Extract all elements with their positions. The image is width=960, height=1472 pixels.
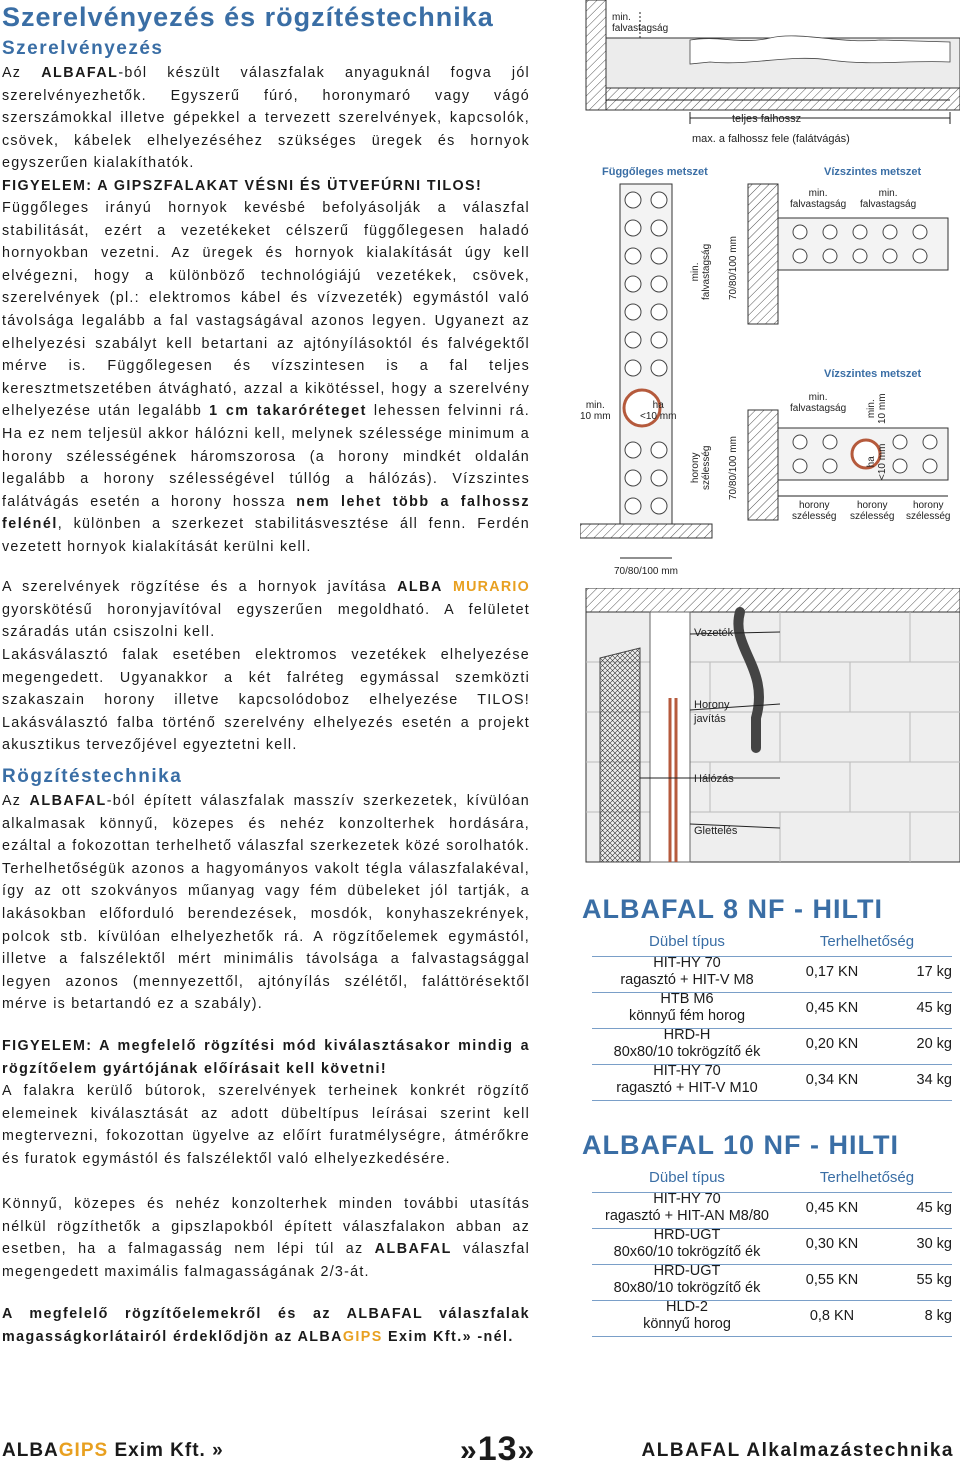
type-line1: HIT-HY 70 [653, 1191, 721, 1207]
table-row [592, 1026, 952, 1062]
table1-col-terhelhetoseg: Terhelhetőség [819, 932, 915, 950]
mesh-net [600, 648, 640, 862]
table1-col-dubel: Dübel típus [649, 932, 725, 950]
label-min-falvastagsag-c: min. falvastagság [790, 392, 847, 414]
label-min-10mm-vertical: min. 10 mm [866, 393, 888, 424]
ceiling-hatch [586, 588, 960, 612]
cell-kn: 0,17 KN [805, 964, 859, 980]
chevron-icon: » [462, 1328, 472, 1345]
label-horony-javitas: Horony javítás [694, 699, 730, 725]
type-line1: HRD-UGT [653, 1263, 721, 1279]
table1-title: ALBAFAL 8 NF - HILTI [582, 894, 883, 924]
cell-kn: 0,30 KN [805, 1236, 859, 1252]
paragraph-intro [2, 62, 530, 175]
type-line1: HRD-UGT [653, 1227, 721, 1243]
label-min-10mm: min. 10 mm [580, 400, 611, 422]
cell-kn: 0,45 KN [805, 1200, 859, 1216]
type-line2: ragasztó + HIT-V M10 [616, 1080, 758, 1096]
bold-text: nem lehet több a falhossz felénél [2, 493, 530, 533]
label-horony-szelesseg-3: horony szélesség [906, 500, 951, 522]
page-number [460, 1430, 535, 1469]
text-span: Könnyű, közepes és nehéz konzolterhek minden további utasítás nélkül rögzíthetők a gipszlapokból épített válaszfalakon abban az esetben, ha a falmagasság nem lépi túl az [2, 1196, 530, 1258]
table-divider [592, 1336, 952, 1337]
table2-col-terhelhetoseg: Terhelhetőség [819, 1168, 915, 1186]
cell-kn: 0,34 KN [805, 1072, 859, 1088]
label-vezetek: Vezeték [694, 627, 734, 639]
hatched-wall-bottom [606, 88, 960, 110]
label-halozas: Hálózás [694, 773, 734, 785]
table-divider [592, 1192, 952, 1193]
cell-kg: 17 kg [916, 964, 952, 980]
type-line1: HIT-HY 70 [653, 1063, 721, 1079]
cell-type [592, 955, 782, 989]
wall-face [586, 612, 960, 862]
table-row [592, 954, 952, 990]
chevron-icon: » [517, 1434, 536, 1467]
cell-type [592, 1227, 782, 1261]
text-span: A megfelelő rögzítőelemekről és az ALBAFAL válaszfalak magasságkorlátairól érdeklődjön az [2, 1306, 530, 1345]
cell-kg: 20 kg [916, 1036, 952, 1052]
label-ha-10mm: ha <10 mm [640, 400, 677, 422]
table-divider [592, 1028, 952, 1029]
section-title-rogzitestechnika: Rögzítéstechnika [2, 766, 183, 787]
label-min-falvastagsag-a: min. falvastagság [790, 188, 847, 210]
text-span: Függőleges irányú hornyok kevésbé befolyásolják a válaszfal stabilitását, ezért a vezetékeket célszerű függőlegesen haladó hornyokban vezetni. Az üregek és hornyok kialakítását úgy kell elvégezni, hogy a különböző technológiájú vezetékek, csövek, szerelvények (pl.: elektromos kábel és vízvezeték) egymástól való távolsága legalább a fal vastagságával azonos legyen. Ugyanezt az elhelyezési szabályt kell betartani az ajtónyílásoktól és falvégektől mérve is. Függőlegesen és vízszintesen is a fal teljes keresztmetszetében átvágható, azzal a kikötéssel, hogy a szerelvény elhelyezése után legalább [2, 200, 530, 420]
cell-type [592, 1299, 782, 1333]
table2-header [592, 1164, 952, 1190]
table-divider [592, 1300, 952, 1301]
text-span: -ból készült válaszfalak anyaguknál fogva jól szerelvényezhetők. Egyszerű fúró, horonymaró vagy vágó szerszámokkal illetve gépekkel a tervezett szerelvények, kapcsolók, csövek, kábelek elhelyezéséhez szükséges üregek és hornyok egyszerűen kialakíthatók. [2, 65, 530, 172]
type-line2: 80x80/10 tokrögzítő ék [613, 1280, 761, 1296]
footer-section-name: ALBAFAL Alkalmazástechnika [641, 1440, 954, 1461]
page-footer [0, 1422, 960, 1472]
label-horony-szelesseg-vertical: horony szélesség [690, 445, 712, 490]
repair-diagram [580, 588, 960, 868]
type-line1: HLD-2 [666, 1299, 708, 1315]
text-span: , különben a szerkezet stabilitásvesztése áll fenn. Ferdén vezetett hornyok kialakítását kerülni kell. [2, 516, 530, 555]
label-horony-szelesseg-1: horony szélesség [792, 500, 837, 522]
paragraph-konzolterhek [2, 1193, 530, 1283]
text-span: -ból épített válaszfalak masszív szerkezetek, kívülóan alkalmasak könnyű, közepes és nehéz konzolterhek hordására, ezáltal a fokozottan terhelhető válaszfal szerkezetek közé sorolhatók. Terhelhetőségük azonos a hagyományos vakolt tégla válaszfalakéval, így az ott szokványos műanyag vagy fém dübeleket jól tartják, a lakásokban előforduló berendezések, mosdók, konyhaszekrények, polcok stb. kívülóan elhelyezhetők rá. A rögzítőelemek egymástól, illetve a falszélektől mért minimális távolsága a falvastagsággal legyen azonos (mennyezettől, ajtónyílás szélétől, faláttörésektől mérve is betartandó ez a szabály). [2, 793, 530, 1013]
label-horony-szelesseg-2: horony szélesség [850, 500, 895, 522]
paragraph-lakasvalaszto: Lakásválasztó falak esetében elektromos vezetékek elhelyezése megengedett. Ugyanakkor a két falréteg egymással szemközti szakaszain horony illetve kapcsolódoboz elhelyezése TILOS! Lakásválasztó falba történő szerelvény elhelyezés esetén a projekt akusztikus tervezőjével egyeztetni kell. [2, 647, 530, 754]
table-row [592, 1190, 952, 1226]
table-divider [592, 1228, 952, 1229]
label-glettelés: Glettelés [694, 825, 738, 837]
cell-kn: 0,55 KN [805, 1272, 859, 1288]
text-span: Exim Kft. [382, 1328, 463, 1345]
page-number-value: 13 [477, 1430, 518, 1468]
brand-name: ALBAFAL [41, 65, 119, 81]
type-line2: könnyű horog [643, 1316, 731, 1332]
text-span: -nél. [471, 1328, 514, 1345]
type-line2: ragasztó + HIT-V M8 [620, 972, 754, 988]
hatched-corner [748, 410, 778, 520]
cell-type [592, 1027, 782, 1061]
cell-type [592, 1263, 782, 1297]
cell-type [592, 1191, 782, 1225]
label-min-falvastagsag: min. falvastagság [612, 12, 669, 34]
section-title-szerelvenyezes: Szerelvényezés [2, 38, 164, 59]
table-divider [592, 992, 952, 993]
type-line2: könnyű fém horog [628, 1008, 746, 1024]
table1-header [592, 928, 952, 954]
label-min-falvastagsag-b: min. falvastagság [860, 188, 917, 210]
text-span: Az [2, 793, 30, 809]
brand-alba: ALBA [397, 579, 443, 595]
table-divider [592, 1064, 952, 1065]
label-ha-10mm-vertical: ha <10 mm [866, 443, 888, 480]
text-span: válaszfal megengedett maximális falmagasságának 2/3-át. [2, 1241, 530, 1280]
cell-kn: 0,45 KN [805, 1000, 859, 1016]
label-70-80-100-vertical-1: 70/80/100 mm [728, 236, 739, 300]
warning-vesni: FIGYELEM: A GIPSZFALAKAT VÉSNI ÉS ÜTVEFÚRNI TILOS! [2, 178, 483, 194]
cell-kg: 34 kg [916, 1072, 952, 1088]
text-span: Az [2, 65, 42, 81]
paragraph-butorok: A falakra kerülő bútorok, szerelvények terheinek konkrét rögzítő elemeinek kiválasztását az adott dübeltípus leírásai szerint kell megtervezni, fokozottan ügyelve az előírt furatmélységre, átmérőkre és furatok egymástól és falszélektől való elhelyezkedésére. [2, 1083, 530, 1167]
type-line2: 80x80/10 tokrögzítő ék [613, 1044, 761, 1060]
table-row [592, 990, 952, 1026]
table2-col-dubel: Dübel típus [649, 1168, 725, 1186]
type-line1: HTB M6 [660, 991, 714, 1007]
cell-type [592, 991, 782, 1025]
footer-company [2, 1440, 224, 1462]
cell-kn: 0,8 KN [809, 1308, 855, 1324]
table-row [592, 1062, 952, 1098]
chevron-icon: » [212, 1440, 224, 1461]
section-diagram [580, 178, 960, 598]
cell-kn: 0,20 KN [805, 1036, 859, 1052]
type-line2: 80x60/10 tokrögzítő ék [613, 1244, 761, 1260]
text-span: gyorskötésű horonyjavítóval egyszerűen megoldható. A felületet száradás után csiszolni kell. [2, 601, 530, 641]
heading-vizszintes-metszet-2: Vízszintes metszet [824, 368, 922, 380]
brand-gips: GIPS [342, 1328, 383, 1345]
cell-kg: 45 kg [916, 1200, 952, 1216]
floor-hatch [580, 524, 712, 538]
brand-gips: GIPS [58, 1440, 109, 1461]
heading-vizszintes-metszet-1: Vízszintes metszet [824, 166, 922, 178]
type-line1: HIT-HY 70 [653, 955, 721, 971]
table-divider [592, 1264, 952, 1265]
paragraph-rogzites-intro [2, 790, 530, 1016]
cell-kg: 30 kg [916, 1236, 952, 1252]
label-teljes-falhossz: teljes falhossz [732, 113, 802, 125]
table2-title: ALBAFAL 10 NF - HILTI [582, 1130, 899, 1160]
table1 [592, 928, 952, 1098]
table-row [592, 1298, 952, 1334]
brand-murario: MURARIO [442, 579, 530, 595]
table-row [592, 1262, 952, 1298]
table-divider [592, 956, 952, 957]
bold-text: 1 cm takaróréteget [209, 403, 367, 420]
cell-type [592, 1063, 782, 1097]
brand-alba: ALBA [2, 1440, 59, 1461]
paragraph-hornyok [2, 197, 530, 559]
table2 [592, 1164, 952, 1334]
warning-gyarto: FIGYELEM: A megfelelő rögzítési mód kiválasztásakor mindig a rögzítőelem gyártójának előírásait kell követni! [2, 1038, 530, 1077]
brand-name: ALBAFAL [374, 1241, 452, 1258]
diagram-column [580, 0, 960, 880]
company-suffix: Exim Kft. [108, 1440, 206, 1461]
type-line2: ragasztó + HIT-AN M8/80 [605, 1208, 769, 1224]
paragraph-murario [2, 576, 530, 644]
text-span: lehessen felvinni rá. Ha ez nem teljesül akkor hálózni kell, melynek szélessége minimum a horony szélességének háromszorosa (a horony mindkét oldalán legalább a horony szélességével túllóg a hálózás). Vízszintes falátvágás esetén a horony hossza [2, 403, 530, 510]
cell-kg: 55 kg [916, 1272, 952, 1288]
cell-kg: 8 kg [924, 1308, 952, 1324]
text-span: A szerelvények rögzítése és a hornyok javítása [2, 579, 398, 595]
label-70-80-100-vertical-2: 70/80/100 mm [728, 436, 739, 500]
cell-kg: 45 kg [916, 1000, 952, 1016]
chevron-icon: » [460, 1434, 478, 1467]
page-title: Szerelvényezés és rögzítéstechnika [2, 2, 494, 32]
label-max-falhossz: max. a falhossz fele (falátvágás) [692, 133, 850, 145]
hatched-wall-left [586, 0, 606, 110]
paragraph-erdeklodjon [2, 1303, 530, 1348]
label-70-80-100-bottom: 70/80/100 mm [614, 566, 678, 577]
brand-name: ALBAFAL [29, 793, 107, 809]
brand-alba: ALBA [297, 1328, 343, 1345]
label-min-falvastagsag-vertical: min. falvastagság [690, 243, 712, 300]
hatched-corner [748, 184, 778, 324]
table-divider [592, 1100, 952, 1101]
table-row [592, 1226, 952, 1262]
type-line1: HRD-H [663, 1027, 711, 1043]
heading-fuggoleges-metszet: Függőleges metszet [602, 166, 708, 178]
